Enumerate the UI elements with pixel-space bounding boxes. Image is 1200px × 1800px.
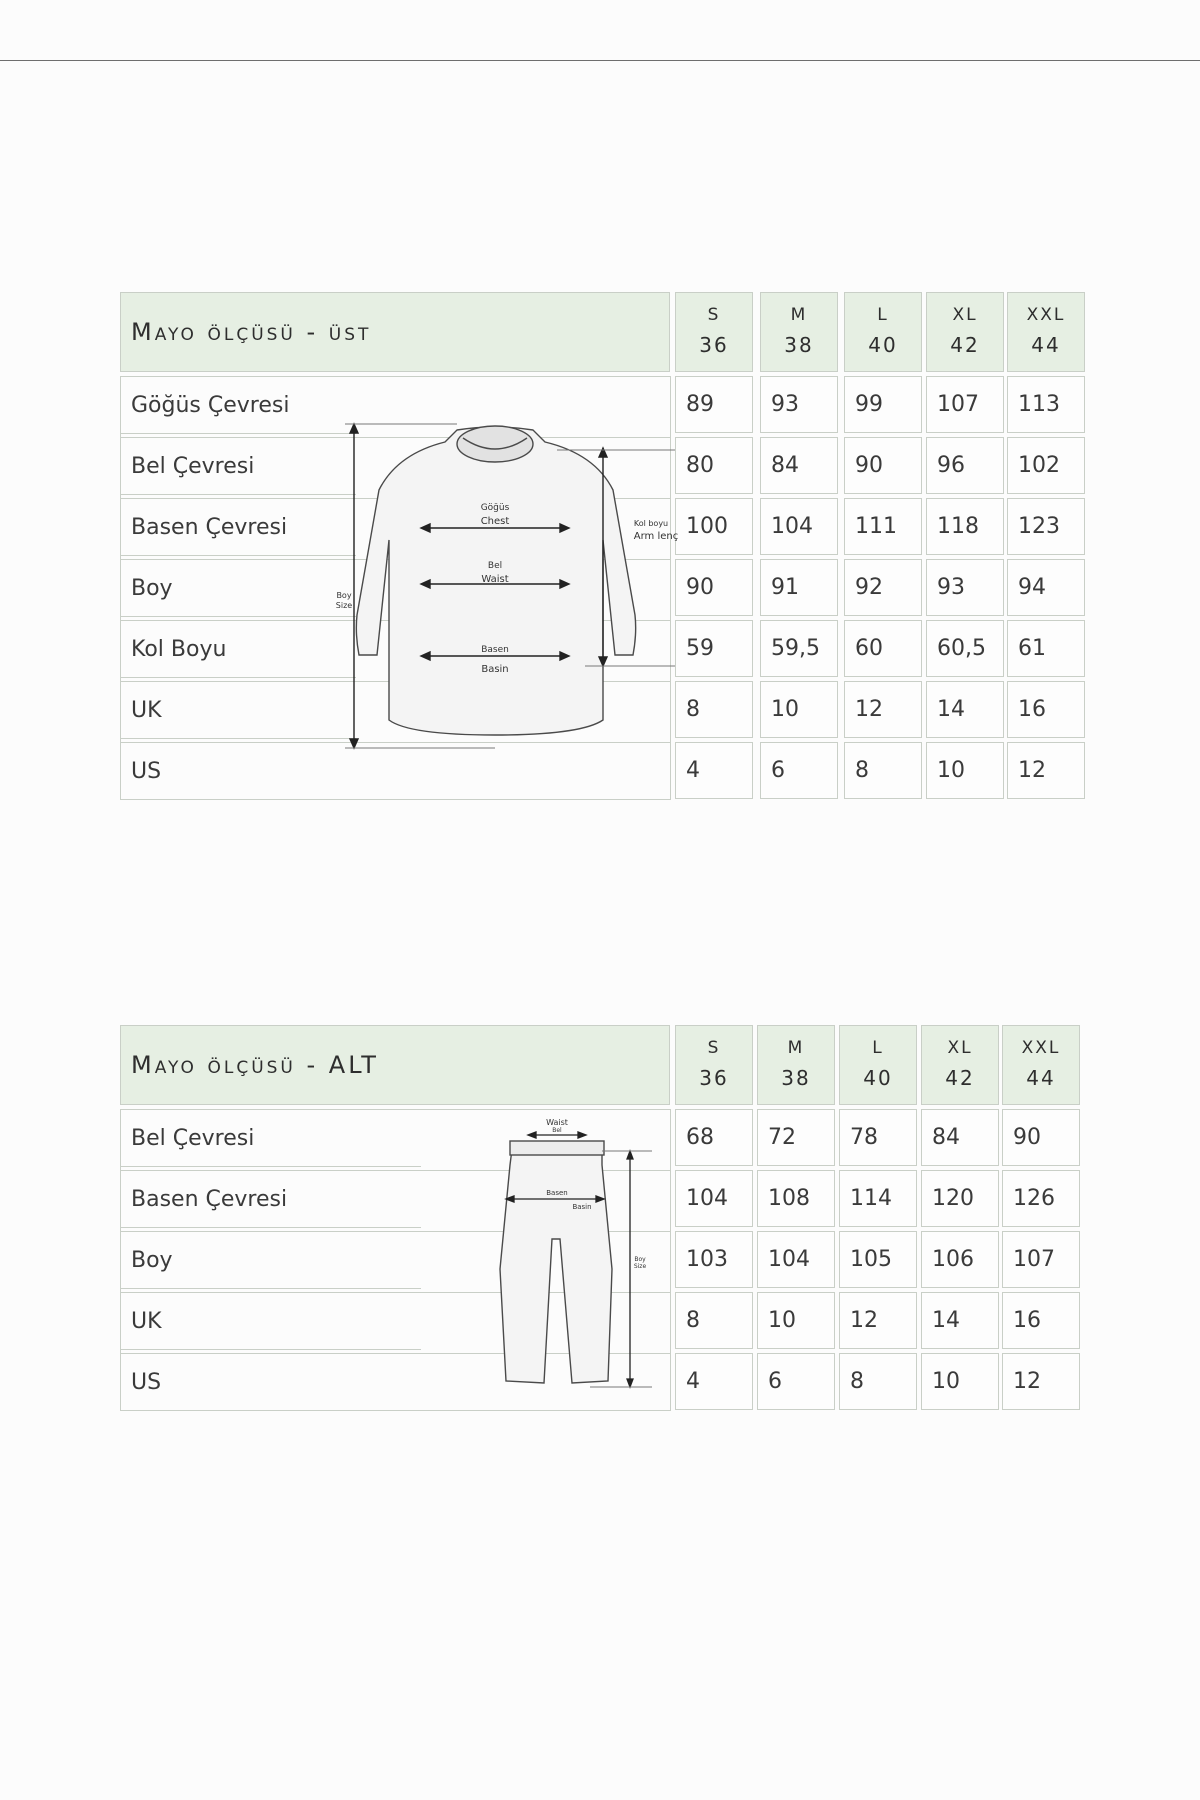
row-label-cell: UK: [120, 681, 670, 738]
value-cell: 10: [760, 681, 838, 738]
value-cell: 106: [921, 1231, 999, 1288]
value-cell: 8: [675, 1292, 753, 1349]
value-cell: 59: [675, 620, 753, 677]
value-cell: 12: [1007, 742, 1085, 799]
waist-label-en: Waist: [481, 574, 509, 585]
value-cell: 10: [757, 1292, 835, 1349]
value-cell: 8: [839, 1353, 917, 1410]
value-cell: 104: [757, 1231, 835, 1288]
top-divider: [0, 60, 1200, 61]
value-cell: 12: [844, 681, 922, 738]
value-cell: 72: [757, 1109, 835, 1166]
table-title: Mayo ölçüsü - ALT: [120, 1025, 670, 1105]
value-cell: 10: [926, 742, 1004, 799]
value-cell: 104: [760, 498, 838, 555]
value-cell: 90: [844, 437, 922, 494]
value-cell: 14: [926, 681, 1004, 738]
chest-label-en: Chest: [480, 516, 510, 527]
size-header-xl: XL 42: [926, 292, 1004, 372]
value-cell: 111: [844, 498, 922, 555]
value-cell: 114: [839, 1170, 917, 1227]
size-header-l: L 40: [844, 292, 922, 372]
size-header-m: M 38: [760, 292, 838, 372]
value-cell: 93: [926, 559, 1004, 616]
value-cell: 103: [675, 1231, 753, 1288]
value-cell: 14: [921, 1292, 999, 1349]
row-label-cell: Boy: [120, 559, 670, 616]
value-cell: 60: [844, 620, 922, 677]
value-cell: 120: [921, 1170, 999, 1227]
value-cell: 68: [675, 1109, 753, 1166]
value-cell: 126: [1002, 1170, 1080, 1227]
row-label-cell: US: [120, 742, 670, 799]
value-cell: 92: [844, 559, 922, 616]
value-cell: 89: [675, 376, 753, 433]
chest-label-tr: Göğüs: [480, 503, 510, 513]
table-title: Mayo ölçüsü - üst: [120, 292, 670, 372]
value-cell: 60,5: [926, 620, 1004, 677]
row-label-cell: Bel Çevresi: [120, 437, 670, 494]
size-header-xxl: XXL 44: [1002, 1025, 1080, 1105]
value-cell: 93: [760, 376, 838, 433]
value-cell: 8: [844, 742, 922, 799]
hip-label-tr: Basen: [481, 645, 509, 655]
value-cell: 90: [675, 559, 753, 616]
value-cell: 80: [675, 437, 753, 494]
size-header-xxl: XXL 44: [1007, 292, 1085, 372]
pants-waist-label-en: Waist: [546, 1118, 568, 1127]
length-label-en: Size: [335, 601, 353, 610]
value-cell: 118: [926, 498, 1004, 555]
value-cell: 107: [1002, 1231, 1080, 1288]
size-header-m: M 38: [757, 1025, 835, 1105]
row-label-cell: Kol Boyu: [120, 620, 670, 677]
value-cell: 78: [839, 1109, 917, 1166]
value-cell: 123: [1007, 498, 1085, 555]
value-cell: 4: [675, 1353, 753, 1410]
value-cell: 104: [675, 1170, 753, 1227]
row-label-cell: Basen Çevresi: [120, 1170, 670, 1227]
value-cell: 84: [760, 437, 838, 494]
pants-hip-label-en: Basin: [572, 1203, 592, 1211]
arm-label-tr: Kol boyu: [633, 519, 669, 528]
table-header-row: [120, 1025, 1085, 1105]
table-header-row: [120, 292, 1085, 372]
row-label-cell: US: [120, 1353, 670, 1410]
value-cell: 61: [1007, 620, 1085, 677]
value-cell: 16: [1002, 1292, 1080, 1349]
waist-label-tr: Bel: [487, 561, 503, 571]
row-label-cell: Basen Çevresi: [120, 498, 670, 555]
value-cell: 105: [839, 1231, 917, 1288]
pants-diagram: [490, 1119, 670, 1399]
value-cell: 90: [1002, 1109, 1080, 1166]
pants-length-label-en: Size: [633, 1263, 647, 1270]
pants-hip-label-tr: Basen: [546, 1189, 568, 1197]
value-cell: 16: [1007, 681, 1085, 738]
row-label-cell: UK: [120, 1292, 670, 1349]
row-label-cell: Bel Çevresi: [120, 1109, 670, 1166]
hip-label-en: Basin: [481, 664, 509, 675]
size-header-s: S 36: [675, 1025, 753, 1105]
value-cell: 84: [921, 1109, 999, 1166]
value-cell: 108: [757, 1170, 835, 1227]
size-header-xl: XL 42: [921, 1025, 999, 1105]
arm-label-en: Arm lenç: [633, 531, 679, 542]
value-cell: 12: [839, 1292, 917, 1349]
value-cell: 107: [926, 376, 1004, 433]
value-cell: 4: [675, 742, 753, 799]
value-cell: 96: [926, 437, 1004, 494]
row-label-cell: Göğüs Çevresi: [120, 376, 670, 433]
pants-length-label-tr: Boy: [634, 1256, 646, 1263]
value-cell: 102: [1007, 437, 1085, 494]
value-cell: 94: [1007, 559, 1085, 616]
value-cell: 8: [675, 681, 753, 738]
value-cell: 6: [757, 1353, 835, 1410]
value-cell: 10: [921, 1353, 999, 1410]
pants-waist-label-tr: Bel: [552, 1127, 562, 1134]
value-cell: 113: [1007, 376, 1085, 433]
value-cell: 59,5: [760, 620, 838, 677]
value-cell: 91: [760, 559, 838, 616]
value-cell: 12: [1002, 1353, 1080, 1410]
row-label-cell: Boy: [120, 1231, 670, 1288]
size-header-s: S 36: [675, 292, 753, 372]
top-garment-diagram: [335, 420, 679, 760]
value-cell: 99: [844, 376, 922, 433]
size-header-l: L 40: [839, 1025, 917, 1105]
value-cell: 6: [760, 742, 838, 799]
length-label-tr: Boy: [336, 591, 352, 600]
value-cell: 100: [675, 498, 753, 555]
